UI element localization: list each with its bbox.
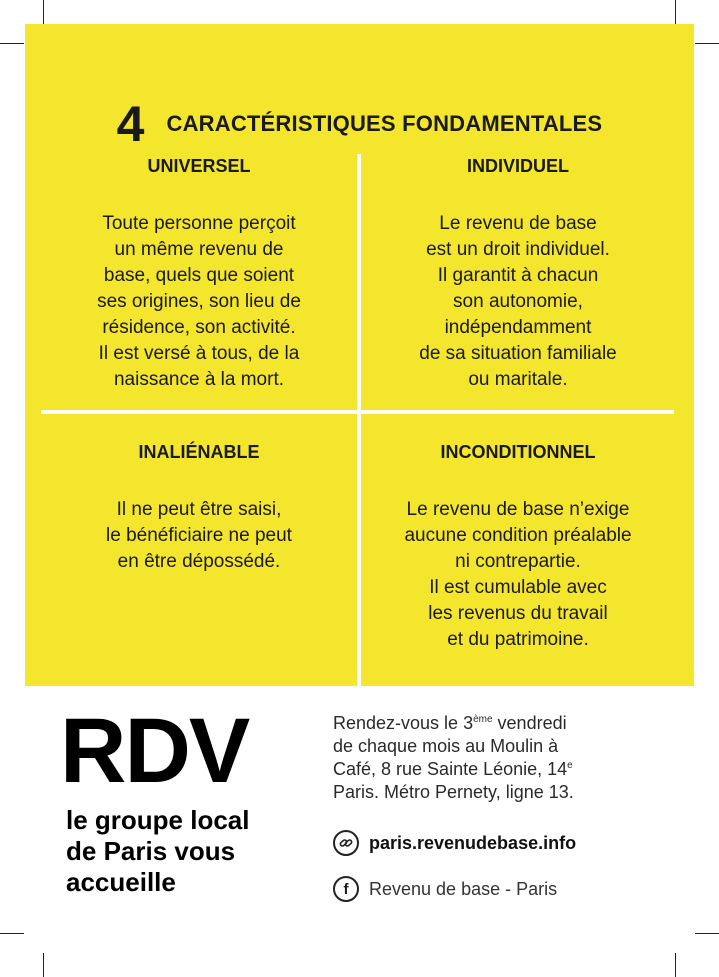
panel-title: CARACTÉRISTIQUES FONDAMENTALES	[166, 111, 603, 136]
facebook-link[interactable]	[333, 876, 557, 902]
crop-mark	[0, 933, 24, 934]
description-line: son autonomie,	[453, 291, 583, 312]
description-line: ses origines, son lieu de	[97, 291, 301, 312]
facebook-icon: f	[333, 876, 359, 902]
tagline	[66, 805, 250, 898]
grid-divider-vertical	[357, 154, 361, 686]
description-line: résidence, son activité.	[102, 317, 296, 338]
ordinal-suffix: ème	[473, 714, 493, 725]
feature-title: INCONDITIONNEL	[440, 442, 596, 462]
rdv-heading: RDV	[60, 700, 249, 802]
description-line: ou maritale.	[468, 369, 568, 390]
description-line: Toute personne perçoit	[102, 213, 296, 234]
tagline-line: de Paris vous	[66, 836, 236, 866]
description-line: Le revenu de base n’exige	[406, 499, 630, 520]
features-panel	[25, 24, 694, 686]
description-line: et du patrimoine.	[447, 629, 589, 650]
description-line: ni contrepartie.	[455, 551, 581, 572]
feature-description	[368, 211, 668, 393]
feature-title: UNIVERSEL	[147, 156, 251, 176]
description-line: en être dépossédé.	[117, 551, 281, 572]
description-line: le bénéficiaire ne peut	[106, 525, 292, 546]
description-line: est un droit individuel.	[426, 239, 610, 260]
crop-mark	[675, 953, 676, 977]
grid-divider-horizontal	[41, 410, 674, 414]
description-line: Il garantit à chacun	[437, 265, 599, 286]
description-line: un même revenu de	[114, 239, 284, 260]
crop-mark	[43, 0, 44, 24]
description-line: les revenus du travail	[428, 603, 608, 624]
info-line	[333, 712, 693, 735]
panel-header	[25, 94, 694, 154]
facebook-page-name[interactable]: Revenu de base - Paris	[369, 878, 558, 899]
website-url[interactable]: paris.revenudebase.info	[369, 832, 577, 853]
feature-description	[49, 497, 349, 575]
feature-inconditionnel	[368, 442, 668, 653]
feature-individuel	[368, 156, 668, 393]
ordinal-suffix: e	[567, 760, 573, 771]
description-line: base, quels que soient	[103, 265, 295, 286]
crop-mark	[43, 953, 44, 977]
info-text: Rendez-vous le 3	[333, 713, 474, 733]
info-line: Paris. Métro Pernety, ligne 13.	[333, 782, 574, 802]
website-link[interactable]	[333, 830, 576, 856]
description-line: naissance à la mort.	[113, 369, 285, 390]
meeting-info	[333, 712, 693, 804]
description-line: Il est cumulable avec	[429, 577, 607, 598]
info-text: vendredi	[492, 713, 567, 733]
info-line: de chaque mois au Moulin à	[333, 736, 559, 756]
feature-title: INALIÉNABLE	[138, 442, 260, 462]
crop-mark	[0, 43, 24, 44]
description-line: Il ne peut être saisi,	[116, 499, 282, 520]
feature-universel	[49, 156, 349, 393]
description-line: aucune condition préalable	[404, 525, 632, 546]
description-line: de sa situation familiale	[419, 343, 617, 364]
description-line: Il est versé à tous, de la	[98, 343, 300, 364]
feature-description	[368, 497, 668, 653]
feature-description	[49, 211, 349, 393]
info-text: Café, 8 rue Sainte Léonie, 14	[333, 759, 568, 779]
description-line: Le revenu de base	[439, 213, 597, 234]
description-line: indépendamment	[444, 317, 592, 338]
tagline-line: accueille	[66, 867, 176, 897]
info-line	[333, 758, 693, 781]
feature-count: 4	[116, 96, 145, 152]
link-icon	[333, 830, 359, 856]
crop-mark	[695, 933, 719, 934]
tagline-line: le groupe local	[66, 805, 250, 835]
feature-inalienable	[49, 442, 349, 575]
crop-mark	[695, 43, 719, 44]
feature-title: INDIVIDUEL	[466, 156, 569, 176]
crop-mark	[675, 0, 676, 24]
